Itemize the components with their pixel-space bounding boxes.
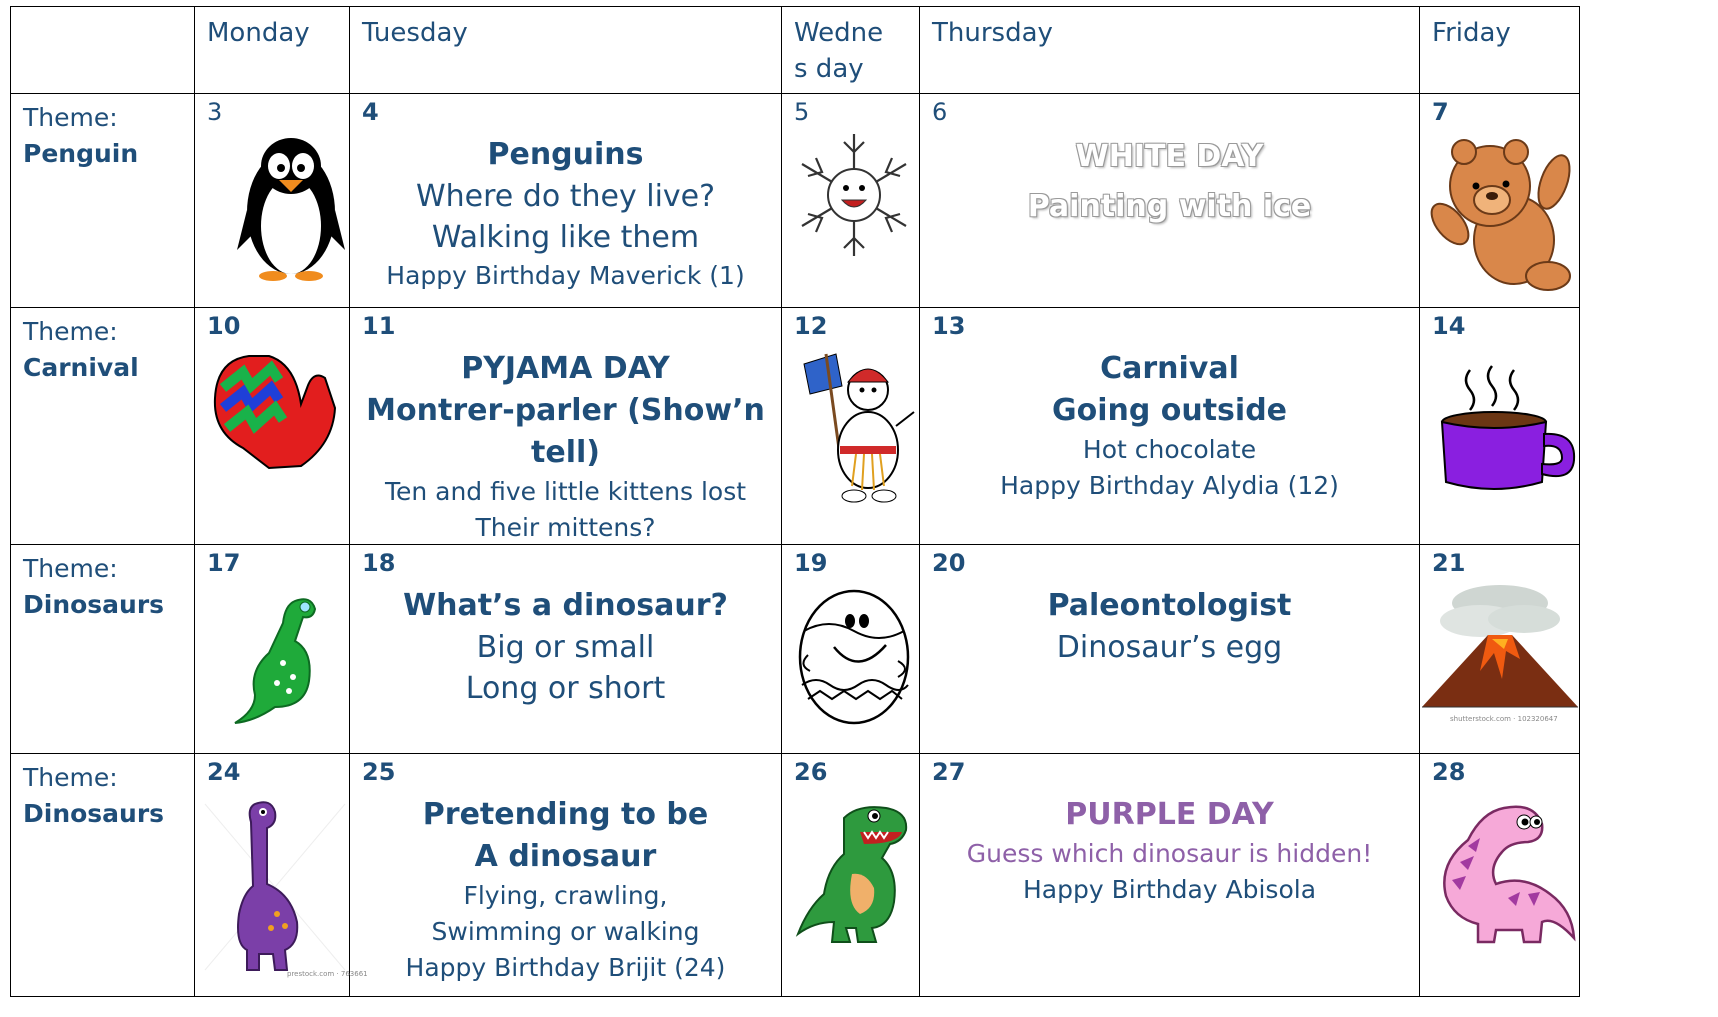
day-cell-monday xyxy=(195,545,350,754)
mitten-icon xyxy=(209,348,339,474)
theme-cell xyxy=(11,754,195,997)
pink-dinosaur-icon xyxy=(1424,798,1580,948)
event-title: Carnival xyxy=(1100,351,1239,386)
day-cell-tuesday xyxy=(350,94,782,308)
event-line: Painting with ice xyxy=(1027,189,1312,224)
date-number: 5 xyxy=(794,98,810,126)
tuesday-events xyxy=(350,348,781,546)
day-cell-thursday xyxy=(920,545,1420,754)
watermark: shutterstock.com · 102320647 xyxy=(1450,715,1558,723)
date-number: 4 xyxy=(362,98,379,126)
week-row-3 xyxy=(11,545,1580,754)
theme-cell xyxy=(11,94,195,308)
event-title: Penguins xyxy=(487,137,644,172)
header-friday: Friday xyxy=(1420,7,1580,94)
header-corner xyxy=(11,7,195,94)
date-number: 20 xyxy=(932,549,966,577)
week-row-2 xyxy=(11,308,1580,545)
date-number: 14 xyxy=(1432,312,1466,340)
date-number: 26 xyxy=(794,758,828,786)
watermark: prestock.com · 763661 xyxy=(287,970,368,978)
date-number: 11 xyxy=(362,312,396,340)
event-title: PYJAMA DAY xyxy=(461,351,670,386)
event-line: Hot chocolate xyxy=(1082,435,1257,464)
thursday-events xyxy=(920,585,1419,668)
thursday-events xyxy=(920,348,1419,504)
event-title: Paleontologist xyxy=(1047,588,1292,623)
day-cell-friday xyxy=(1420,754,1580,997)
egg-icon xyxy=(794,581,914,727)
event-title: What’s a dinosaur? xyxy=(403,588,728,623)
event-line: Guess which dinosaur is hidden! xyxy=(966,839,1373,868)
date-number: 27 xyxy=(932,758,966,786)
theme-label: Theme: xyxy=(23,103,118,132)
day-cell-tuesday xyxy=(350,545,782,754)
week-row-4 xyxy=(11,754,1580,997)
date-number: 12 xyxy=(794,312,828,340)
thursday-events xyxy=(920,132,1419,232)
event-line: Swimming or walking xyxy=(431,917,700,946)
theme-name: Carnival xyxy=(23,353,139,382)
day-cell-friday xyxy=(1420,94,1580,308)
day-cell-friday xyxy=(1420,308,1580,545)
day-cell-wednesday xyxy=(782,94,920,308)
event-title: PURPLE DAY xyxy=(1065,797,1274,832)
calendar-table xyxy=(10,6,1580,997)
event-line: Dinosaur’s egg xyxy=(1056,630,1283,665)
date-number: 17 xyxy=(207,549,241,577)
date-number: 19 xyxy=(794,549,828,577)
day-cell-thursday xyxy=(920,94,1420,308)
event-title: Montrer-parler (Show’n tell) xyxy=(366,393,765,470)
event-line: Where do they live? xyxy=(415,179,716,214)
t-rex-icon xyxy=(794,798,914,948)
theme-cell xyxy=(11,545,195,754)
week-row-1 xyxy=(11,94,1580,308)
header-wednesday xyxy=(782,7,920,94)
date-number: 18 xyxy=(362,549,396,577)
date-number: 13 xyxy=(932,312,966,340)
birthday-line: Happy Birthday Maverick (1) xyxy=(386,261,745,290)
event-line: Their mittens? xyxy=(475,513,656,542)
date-number: 10 xyxy=(207,312,241,340)
event-title: A dinosaur xyxy=(474,839,657,874)
event-title: Pretending to be xyxy=(422,797,709,832)
date-number: 24 xyxy=(207,758,241,786)
penguin-icon xyxy=(235,130,347,282)
theme-name: Dinosaurs xyxy=(23,590,165,619)
tuesday-events xyxy=(350,134,781,294)
birthday-line: Happy Birthday Alydia (12) xyxy=(1000,471,1339,500)
event-line: Big or small xyxy=(476,630,655,665)
teddy-bear-icon xyxy=(1430,128,1578,292)
header-wednesday-label: Wednes day xyxy=(794,18,884,84)
day-cell-tuesday xyxy=(350,308,782,545)
birthday-line: Happy Birthday Brijit (24) xyxy=(405,953,726,982)
day-cell-wednesday xyxy=(782,545,920,754)
theme-label: Theme: xyxy=(23,317,118,346)
day-cell-wednesday xyxy=(782,308,920,545)
date-number: 3 xyxy=(207,98,223,126)
day-cell-tuesday xyxy=(350,754,782,997)
date-number: 25 xyxy=(362,758,396,786)
green-dinosaur-icon xyxy=(225,591,335,731)
date-number: 7 xyxy=(1432,98,1449,126)
hot-chocolate-mug-icon xyxy=(1434,362,1580,492)
theme-name: Penguin xyxy=(23,139,139,168)
event-line: Long or short xyxy=(465,671,666,706)
birthday-line: Happy Birthday Abisola xyxy=(1022,875,1317,904)
day-cell-thursday xyxy=(920,754,1420,997)
day-cell-monday xyxy=(195,308,350,545)
theme-label: Theme: xyxy=(23,763,118,792)
header-thursday: Thursday xyxy=(920,7,1420,94)
carnival-snowman-icon xyxy=(796,346,920,510)
date-number: 21 xyxy=(1432,549,1466,577)
day-cell-friday xyxy=(1420,545,1580,754)
tuesday-events xyxy=(350,794,781,986)
date-number: 6 xyxy=(932,98,948,126)
theme-cell xyxy=(11,308,195,545)
date-number: 28 xyxy=(1432,758,1466,786)
day-cell-monday xyxy=(195,94,350,308)
day-cell-monday xyxy=(195,754,368,997)
day-cell-wednesday xyxy=(782,754,920,997)
event-title: WHITE DAY xyxy=(1075,139,1264,174)
purple-dinosaur-icon xyxy=(195,794,368,980)
theme-name: Dinosaurs xyxy=(23,799,165,828)
header-monday: Monday xyxy=(195,7,350,94)
day-cell-thursday xyxy=(920,308,1420,545)
volcano-icon xyxy=(1420,579,1580,725)
header-tuesday: Tuesday xyxy=(350,7,782,94)
event-line: Walking like them xyxy=(431,220,700,255)
thursday-events xyxy=(920,794,1419,908)
tuesday-events xyxy=(350,585,781,709)
theme-label: Theme: xyxy=(23,554,118,583)
event-line: Flying, crawling, xyxy=(463,881,668,910)
event-title: Going outside xyxy=(1051,393,1288,428)
header-row xyxy=(11,7,1580,94)
event-line: Ten and five little kittens lost xyxy=(384,477,747,506)
snowflake-icon xyxy=(794,130,914,260)
